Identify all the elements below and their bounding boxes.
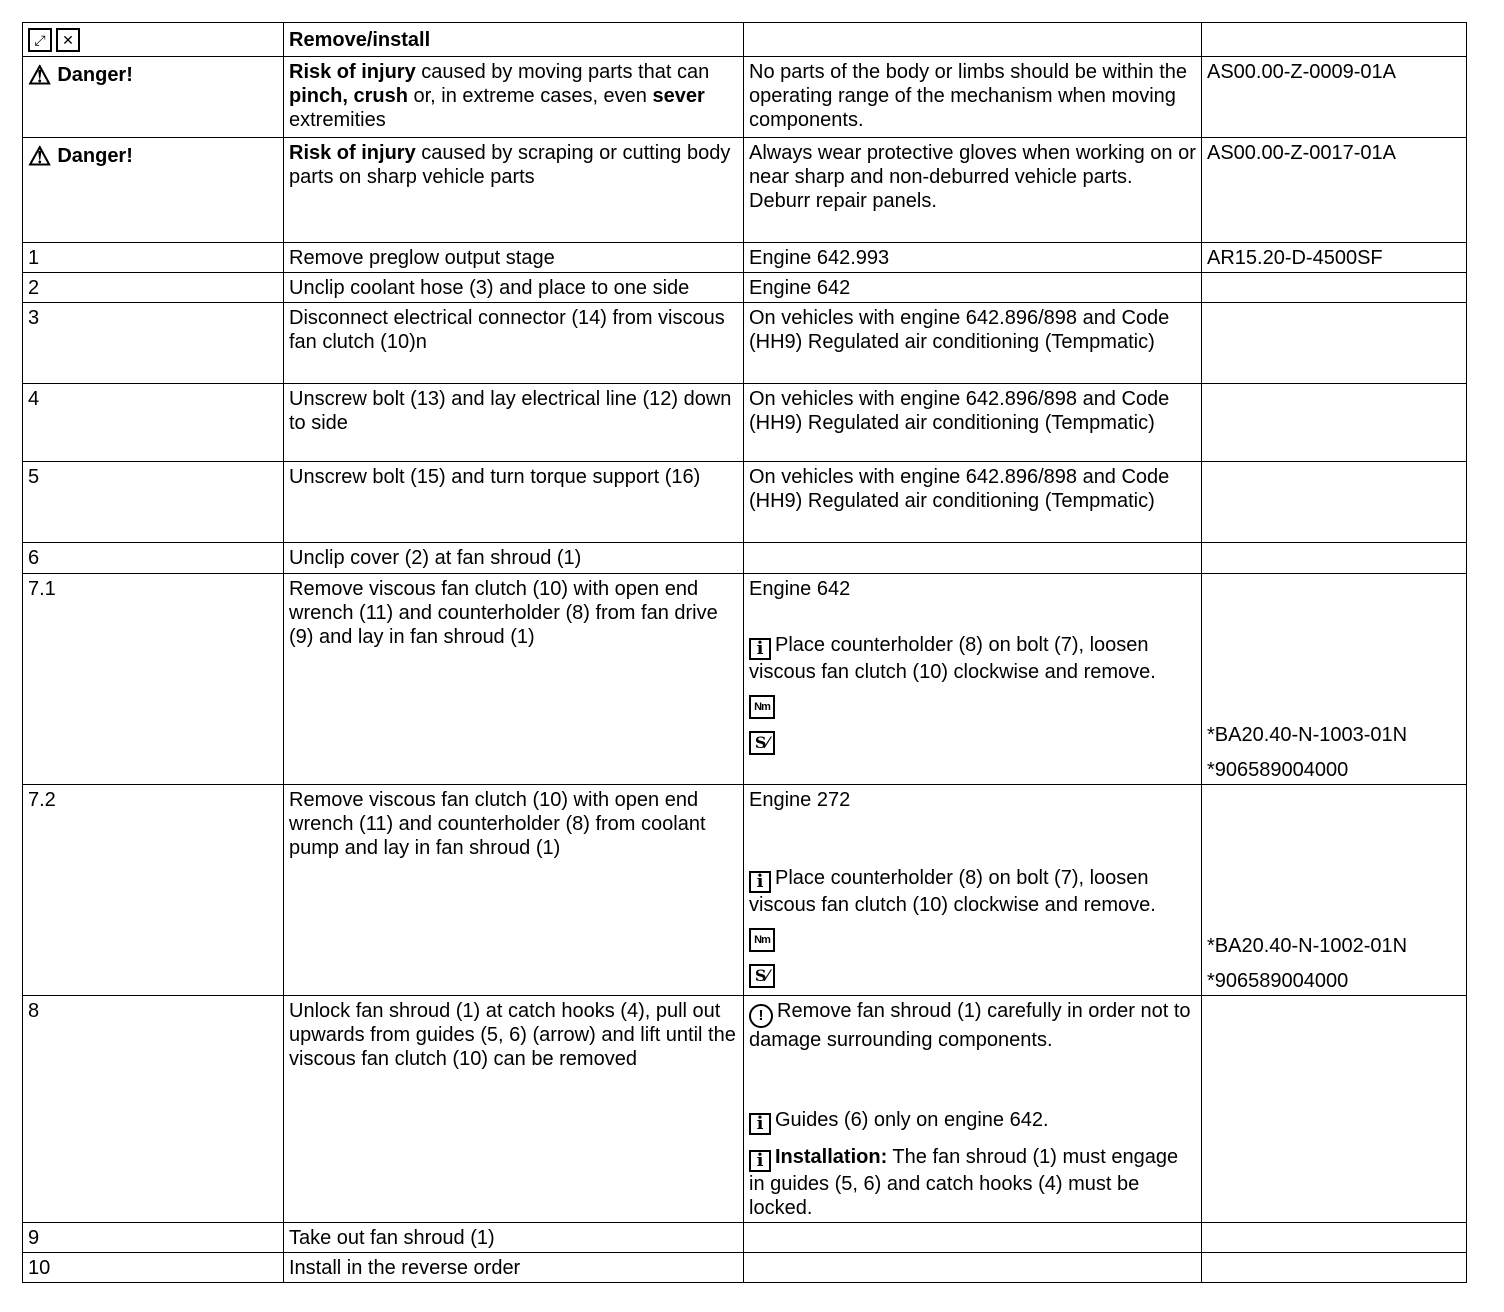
step-text: Remove viscous fan clutch (10) with open end wrench (11) and counterholder (8) from coolant pump and lay in fan shroud (1) (284, 785, 744, 996)
info-icon[interactable]: i (749, 1150, 771, 1172)
step-text: Remove viscous fan clutch (10) with open end wrench (11) and counterholder (8) from fan drive (9) and lay in fan shroud (1) (284, 574, 744, 785)
step-number: 7.1 (23, 574, 284, 785)
table-row (23, 462, 1467, 543)
step-refs (1202, 574, 1467, 785)
step-number: 5 (23, 462, 284, 543)
step-ref-link[interactable]: AR15.20-D-4500SF (1202, 243, 1467, 273)
step-note: Engine 642 (744, 273, 1202, 303)
step-text: Unscrew bolt (13) and lay electrical line (12) down to side (284, 384, 744, 462)
step-note: ! Remove fan shroud (1) carefully in order not to damage surrounding components. i Guides (6) only on engine 642. i Installation: The fan shroud (1) must engage in guides (5, 6) and catch hooks (4) must be locked. (744, 996, 1202, 1223)
step-text: Disconnect electrical connector (14) from viscous fan clutch (10)n (284, 303, 744, 384)
step-refs (1202, 785, 1467, 996)
step-number: 6 (23, 543, 284, 574)
table-row (23, 384, 1467, 462)
expand-icon[interactable]: ⤢ (28, 28, 52, 52)
table-row (23, 574, 1467, 785)
tool-ref-link[interactable]: *906589004000 (1207, 759, 1349, 781)
step-number: 4 (23, 384, 284, 462)
table-row (23, 303, 1467, 384)
special-tool-icon[interactable]: S⁄ (749, 731, 775, 755)
danger-label: Danger! (57, 145, 133, 167)
step-number: 9 (23, 1223, 284, 1253)
step-text: Remove preglow output stage (284, 243, 744, 273)
danger-note: Always wear protective gloves when working on or near sharp and non-deburred vehicle parts. Deburr repair panels. (744, 138, 1202, 243)
danger-label: Danger! (57, 64, 133, 86)
danger-ref-link[interactable]: AS00.00-Z-0009-01A (1202, 57, 1467, 138)
torque-nm-icon[interactable]: Nm (749, 695, 775, 719)
header-icons-cell (23, 23, 284, 57)
danger-ref-link[interactable]: AS00.00-Z-0017-01A (1202, 138, 1467, 243)
torque-ref-link[interactable]: *BA20.40-N-1003-01N (1207, 724, 1408, 746)
torque-nm-icon[interactable]: Nm (749, 928, 775, 952)
table-row (23, 996, 1467, 1223)
info-icon[interactable]: i (749, 1113, 771, 1135)
table-row (23, 243, 1467, 273)
step-number: 10 (23, 1253, 284, 1283)
danger-row (23, 57, 1467, 138)
header-title: Remove/install (284, 23, 744, 57)
step-number: 1 (23, 243, 284, 273)
procedure-table (22, 22, 1467, 1283)
step-note: Engine 642 i Place counterholder (8) on bolt (7), loosen viscous fan clutch (10) clockwise and remove. Nm S⁄ (744, 574, 1202, 785)
table-row (23, 1253, 1467, 1283)
special-tool-icon[interactable]: S⁄ (749, 964, 775, 988)
step-text: Install in the reverse order (284, 1253, 744, 1283)
info-icon[interactable]: i (749, 871, 771, 893)
collapse-icon[interactable]: ✕ (56, 28, 80, 52)
danger-risk-text: Risk of injury caused by moving parts that can pinch, crush or, in extreme cases, even sever extremities (284, 57, 744, 138)
tool-ref-link[interactable]: *906589004000 (1207, 970, 1349, 992)
table-row (23, 1223, 1467, 1253)
table-row (23, 543, 1467, 574)
danger-risk-text: Risk of injury caused by scraping or cutting body parts on sharp vehicle parts (284, 138, 744, 243)
step-note: Engine 272 i Place counterholder (8) on bolt (7), loosen viscous fan clutch (10) clockwise and remove. Nm S⁄ (744, 785, 1202, 996)
step-text: Unclip coolant hose (3) and place to one side (284, 273, 744, 303)
step-text: Unclip cover (2) at fan shroud (1) (284, 543, 744, 574)
step-note: Engine 642.993 (744, 243, 1202, 273)
step-text: Unlock fan shroud (1) at catch hooks (4), pull out upwards from guides (5, 6) (arrow) and lift until the viscous fan clutch (10) can be removed (284, 996, 744, 1223)
torque-ref-link[interactable]: *BA20.40-N-1002-01N (1207, 935, 1408, 957)
warning-triangle-icon: ⚠ (28, 141, 52, 171)
danger-row (23, 138, 1467, 243)
step-number: 7.2 (23, 785, 284, 996)
step-number: 2 (23, 273, 284, 303)
header-row (23, 23, 1467, 57)
table-row (23, 785, 1467, 996)
warning-triangle-icon: ⚠ (28, 60, 52, 90)
caution-icon[interactable]: ! (749, 1004, 773, 1028)
step-text: Unscrew bolt (15) and turn torque support (16) (284, 462, 744, 543)
danger-note: No parts of the body or limbs should be within the operating range of the mechanism when moving components. (744, 57, 1202, 138)
step-number: 8 (23, 996, 284, 1223)
table-row (23, 273, 1467, 303)
step-note: On vehicles with engine 642.896/898 and Code (HH9) Regulated air conditioning (Tempmatic) (744, 462, 1202, 543)
step-text: Take out fan shroud (1) (284, 1223, 744, 1253)
info-icon[interactable]: i (749, 638, 771, 660)
step-note: On vehicles with engine 642.896/898 and Code (HH9) Regulated air conditioning (Tempmatic) (744, 384, 1202, 462)
step-note: On vehicles with engine 642.896/898 and Code (HH9) Regulated air conditioning (Tempmatic) (744, 303, 1202, 384)
step-number: 3 (23, 303, 284, 384)
